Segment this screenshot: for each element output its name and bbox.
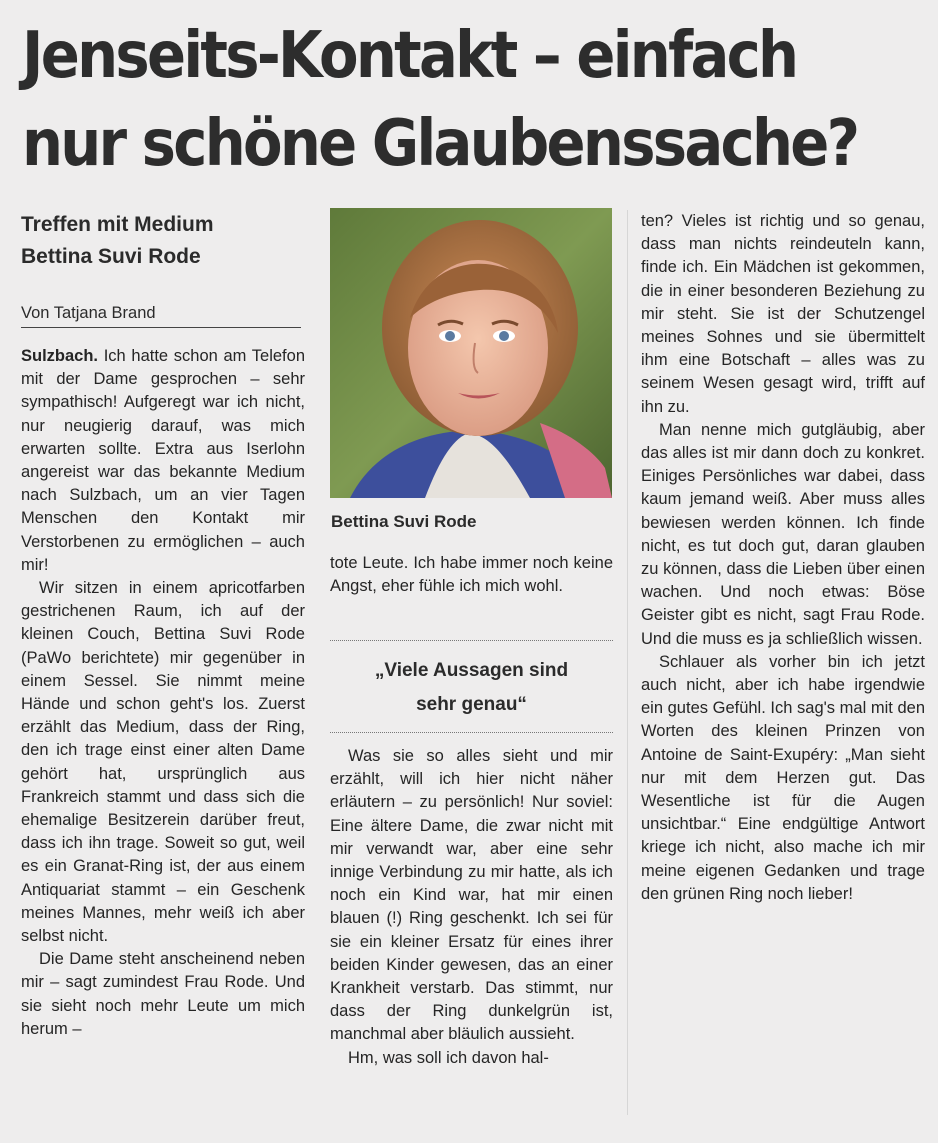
portrait-image bbox=[330, 208, 612, 498]
photo-caption: Bettina Suvi Rode bbox=[331, 512, 477, 531]
dateline: Sulzbach. bbox=[21, 347, 99, 365]
column-2-continued bbox=[330, 745, 613, 1070]
divider bbox=[330, 640, 613, 641]
paragraph: Wir sitzen in einem apricotfarben gestrichenen Raum, ich auf der kleinen Couch, Bettina Suvi Rode (PaWo berichtete) mir gegenüber in einem Sessel. Sie nimmt meine Hände und schon geht's los. Zuerst erzählt das Medium, dass der Ring, den ich trage einst einer alten Dame gehört hat, ursprünglich aus Frankreich stammt und dass sich die ehemalige Besitzerein darüber freut, dass ich ihn trage. Soweit so gut, weil es ein Granat-Ring ist, der aus einem Antiquariat stammt – ein Geschenk meines Mannes, mehr weiß ich aber selbst nicht. bbox=[21, 579, 305, 946]
byline: Von Tatjana Brand bbox=[21, 304, 301, 328]
column-2 bbox=[330, 552, 613, 598]
paragraph: ten? Vieles ist richtig und so genau, dass man nichts reindeuteln kann, finde ich. Ein Mädchen ist gekommen, die in einer besonderen Beziehung zu mir steht. Sie ist der Schutzengel meines Sohnes und sie übermittelt ihm eine Botschaft – alles was zu seinem Wesen gesagt wird, trifft auf ihn zu. bbox=[641, 212, 925, 416]
column-1 bbox=[21, 345, 305, 1041]
paragraph: Schlauer als vorher bin ich jetzt auch nicht, aber ich habe irgendwie ein gutes Gefühl. Ich sag's mal mit den Worten des kleinen Prinzen von Antoine de Saint-Exupéry: „Man sieht nur mit dem Herzen gut. Das Wesentliche ist für die Augen unsichtbar.“ Eine endgültige Antwort kriege ich nicht, also mache ich mir meine eigenen Gedanken und trage den grünen Ring noch lieber! bbox=[641, 652, 925, 903]
column-separator bbox=[627, 210, 628, 1115]
subhead-line-1: Treffen mit Medium bbox=[21, 213, 214, 236]
pull-quote-line-2: sehr genau“ bbox=[416, 694, 527, 715]
portrait-photo bbox=[330, 208, 612, 498]
paragraph-text: Ich hatte schon am Telefon mit der Dame gesprochen – sehr sympathisch! Aufgeregt war ich nicht, nur neugierig darauf, was mich erwarten sollte. Extra aus Iserlohn angereist war das bekannte Medium nach Sulzbach, um an vier Tagen Menschen den Kontakt mir Verstorbenen zu ermöglichen – auch mir! bbox=[21, 347, 305, 574]
subheadline bbox=[21, 209, 311, 273]
paragraph: Was sie so alles sieht und mir erzählt, will ich hier nicht näher erläutern – zu persönlich! Nur soviel: Eine ältere Dame, die zwar nicht mit mir verwandt war, aber eine sehr innige Verbindung zu mir hatte, als ich noch ein Kind war, hat mir einen blauen (!) Ring geschenkt. Ich sei für sie ein kleiner Ersatz für eines ihrer beiden Kinder gewesen, das an einer Krankheit verstarb. Das stimmt, nur dass der Ring dunkelgrün ist, manchmal aber bläulich aussieht. bbox=[330, 747, 613, 1044]
column-3 bbox=[641, 210, 925, 906]
headline-line-2: nur schöne Glaubenssache? bbox=[22, 107, 858, 181]
subhead-line-2: Bettina Suvi Rode bbox=[21, 245, 201, 268]
headline-line-1: Jenseits-Kontakt – einfach bbox=[22, 19, 797, 93]
paragraph: tote Leute. Ich habe immer noch keine Angst, eher fühle ich mich wohl. bbox=[330, 554, 613, 596]
paragraph: Hm, was soll ich davon hal- bbox=[348, 1048, 549, 1067]
paragraph bbox=[21, 345, 305, 577]
paragraph: Man nenne mich gutgläubig, aber das alles ist mir dann doch zu konkret. Einiges Persönliches war dabei, dass kaum jemand weiß. Aber muss alles bewiesen werden können. Ich finde nicht, es tut doch gut, daran glauben zu können, dass die Lieben über einen wachen. Und noch etwas: Böse Geister gibt es nicht, sagt Frau Rode. Und die muss es ja schließlich wissen. bbox=[641, 420, 925, 648]
pull-quote bbox=[330, 654, 613, 722]
pull-quote-line-1: „Viele Aussagen sind bbox=[374, 660, 569, 681]
divider bbox=[330, 732, 613, 733]
paragraph: Die Dame steht anscheinend neben mir – sagt zumindest Frau Rode. Und sie sieht noch mehr Leute um mich herum – bbox=[21, 950, 305, 1038]
